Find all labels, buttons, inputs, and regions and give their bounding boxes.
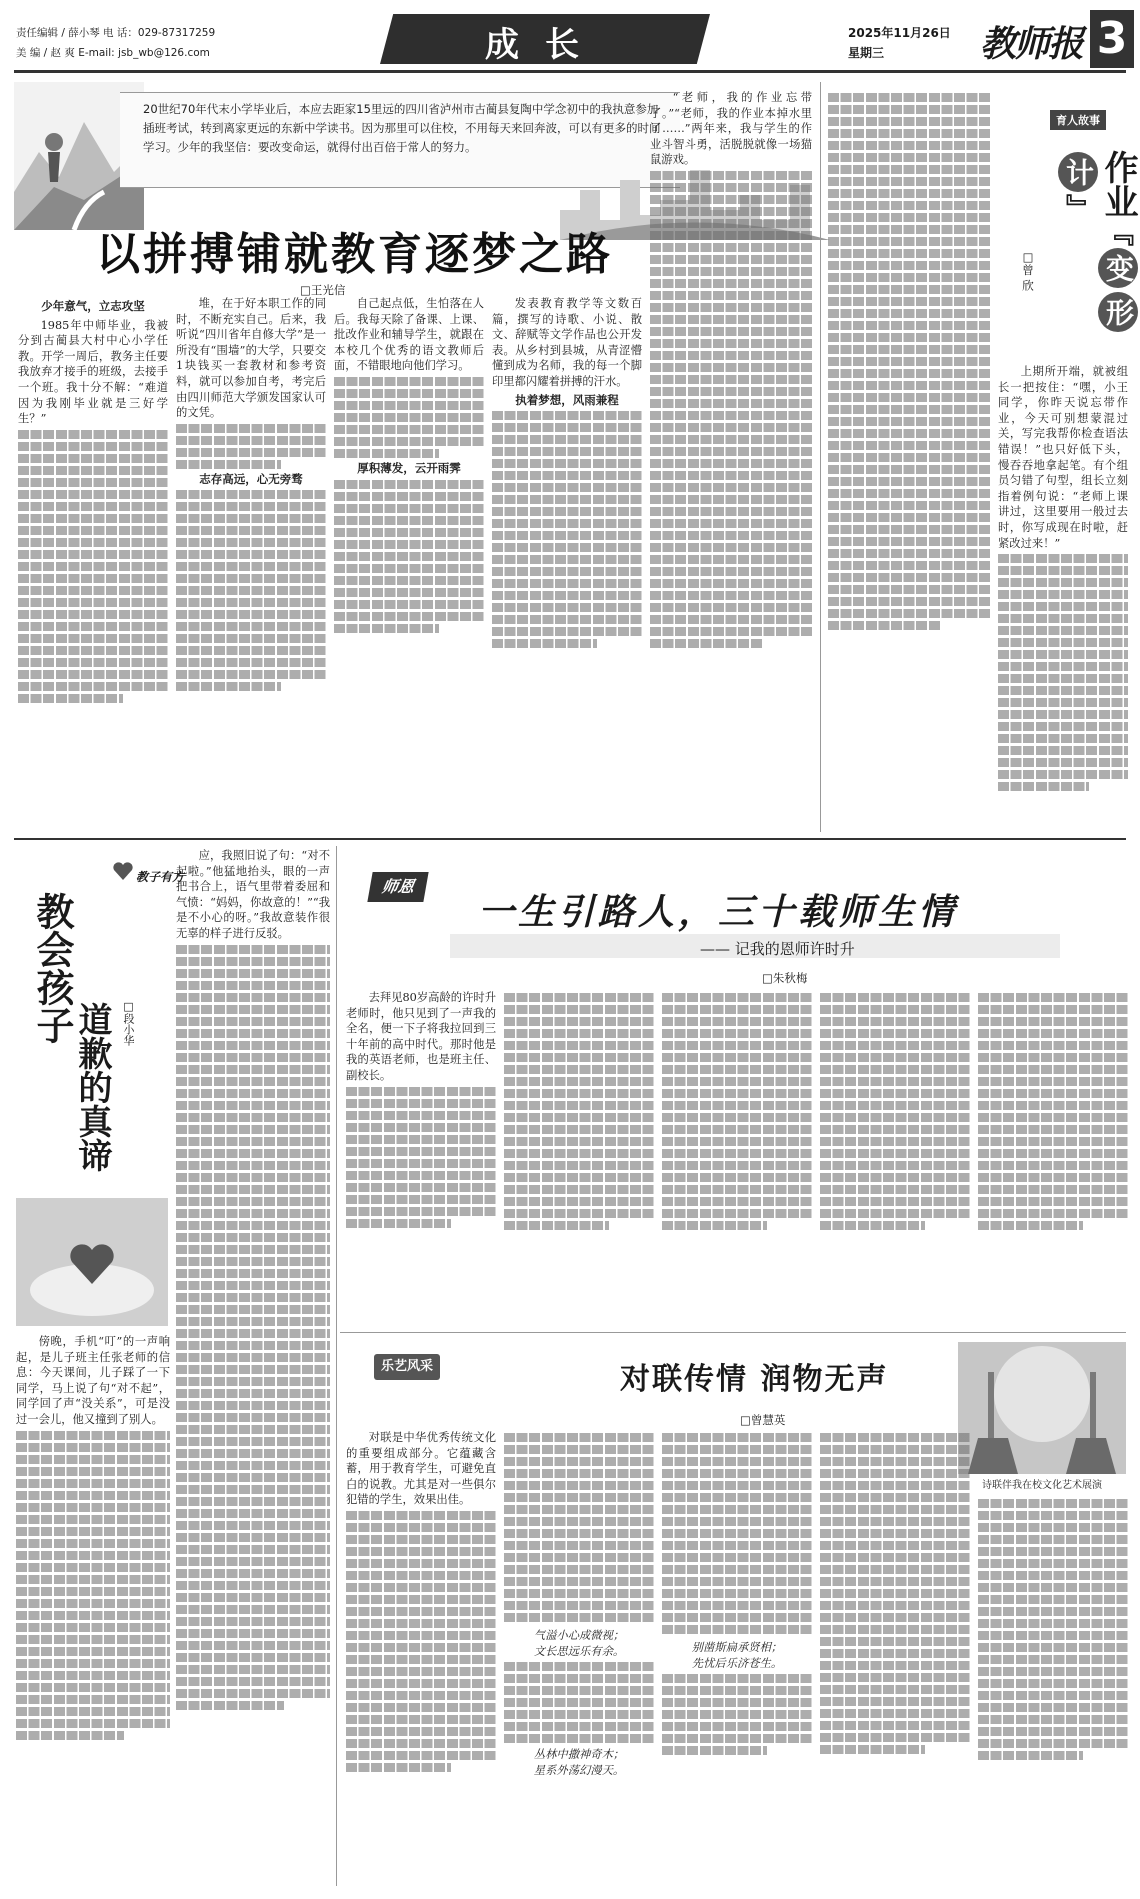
- page-number: 3: [1090, 10, 1134, 68]
- designer-line: 美 编 / 赵 爽 E-mail: jsb_wb@126.com: [16, 47, 210, 59]
- couplet-line-4: 先忧后乐济苍生。: [691, 1656, 783, 1670]
- header-rule: [14, 70, 1126, 73]
- couplet-title: 对联传情 润物无声: [620, 1362, 889, 1397]
- parenting-byline: □段小华: [122, 1000, 135, 1046]
- couplet-photo: [958, 1342, 1126, 1474]
- parenting-title-b: 道歉的真谛: [72, 1002, 112, 1172]
- teacher-byline: □朱秋梅: [762, 971, 808, 985]
- homework-title-b: 变: [1098, 248, 1138, 288]
- couplet-column-4: [820, 1430, 970, 1888]
- lead-subhead-2: 志存高远，心无旁骛: [199, 471, 303, 486]
- homework-title-c: 形: [1098, 292, 1138, 332]
- lead-column-2: [176, 296, 326, 832]
- teacher-title: 一生引路人，三十载师生情: [478, 892, 959, 933]
- lead-column-1: [18, 296, 168, 832]
- issue-weekday: 星期三: [848, 46, 885, 60]
- parenting-text-1: 傍晚，手机“叮”的一声响起，是儿子班主任张老师的信息：今天课间，儿子踩了一下同学，马上说了句“对不起”，同学回了声“没关系”，可是没过一会儿，他又撞到了别人。: [16, 1335, 170, 1426]
- teacher-text: 去拜见80岁高龄的许时升老师时，他只见到了一声我的全名，便一下子将我拉回到三十年前的高中时代。那时他是我的英语老师，也是班主任、副校长。: [346, 991, 496, 1082]
- couplet-column-3: [662, 1430, 812, 1888]
- hands-holding-heart-image: [16, 1198, 168, 1326]
- couplet-line-2: 文长思远乐有余。: [533, 1644, 625, 1658]
- lead-col2-text: 堆，在于好本职工作的同时，不断充实自己。后来，我听说“四川省年自修大学”是一所没有“围墙”的大学，只要交1块钱买一套教材和参考资料，就可以参加自考，考完后由四川师范大学颁发国家认可的文凭。: [176, 297, 326, 420]
- homework-title-d: 计: [1058, 152, 1098, 192]
- lead-subhead-4: 执着梦想，风雨兼程: [515, 392, 619, 407]
- couplet-column-tag: 乐艺风采: [374, 1354, 440, 1380]
- column-divider-vertical-bottom: [336, 846, 337, 1886]
- lead-byline: □王光信: [300, 283, 346, 297]
- homework-column-tag: 育人故事: [1050, 110, 1106, 130]
- parenting-title-a: 教会孩子: [30, 892, 74, 1044]
- teacher-column-4: [820, 990, 970, 1320]
- column-divider-vertical-top: [820, 82, 821, 832]
- lead-subhead-3: 厚积薄发，云开雨霁: [357, 460, 461, 475]
- homework-title-quote-open: 『: [1102, 218, 1135, 246]
- couplet-line-3: 别凿斯扁承贤相；: [691, 1641, 783, 1654]
- teacher-column-2: [504, 990, 654, 1320]
- couplet-column-2: [504, 1430, 654, 1888]
- lead-column-4: [492, 296, 642, 832]
- homework-title: [1058, 150, 1138, 370]
- homework-text: 上期所开端，就被组长一把按住：“嘿，小王同学，你昨天说忘带作业，今天可别想蒙混过关，写完我帮你检查语法错误！”也只好低下头，慢吞吞地拿起笔。有个组员匀错了句型，组长立刻指着例句说：“老师上课讲过，这里要用一般过去时，你写成现在时啦，赶紧改过来！”: [998, 365, 1128, 550]
- couplet-exhibition-image: [958, 1342, 1126, 1474]
- couplet-line-1: 气溢小心成微视；: [533, 1629, 625, 1642]
- section-rule-middle: [14, 838, 1126, 840]
- lead-title: 以拼搏铺就教育逐梦之路: [96, 229, 613, 280]
- parenting-column-1: [16, 1334, 170, 1884]
- homework-column-2: [998, 364, 1128, 832]
- couplet-line-5: 丛林中撒神奇木；: [533, 1748, 625, 1762]
- issue-date: 2025年11月26日: [848, 26, 951, 40]
- couplet-text: 对联是中华优秀传统文化的重要组成部分。它蕴藏含蓄，用于教育学生，可避免直白的说教。尤其是对一些俱尔犯错的学生，效果出佳。: [346, 1431, 496, 1507]
- teacher-column-1: [346, 990, 496, 1320]
- couplet-photo-caption: 诗联伴我在校文化艺术展演: [982, 1480, 1102, 1491]
- lead-col5-text: “老师，我的作业忘带了。”“老师，我的作业本掉水里了……”两年来，我与学生的作业斗智斗勇，活脱脱就像一场猫鼠游戏。: [650, 91, 812, 167]
- parenting-text-2: 应，我照旧说了句：“对不起啦。”他猛地抬头，眼的一声把书合上，语气里带着委屈和气愤：“妈妈，你故意的！”“我是不小心的呀。”我故意装作很无辜的样子进行反驳。: [176, 849, 330, 940]
- couplet-column-1: [346, 1430, 496, 1888]
- lead-col4-text: 发表教育教学等文数百篇，撰写的诗歌、小说、散文、辞赋等文学作品也公开发表。从乡村到县城，从青涩懵懂到成为名师，我的每一个脚印里都闪耀着拼搏的汗水。: [492, 297, 642, 388]
- couplet-byline: □曾慧英: [740, 1413, 786, 1427]
- section-title: 成长: [485, 25, 605, 65]
- hands-heart-photo: [16, 1198, 168, 1326]
- lead-col3-text: 自己起点低，生怕落在人后。我每天除了备课、上课、批改作业和辅导学生，就跟在本校几个优秀的语文教师后面，不错眼地向他们学习。: [334, 297, 484, 373]
- parenting-column-2: [176, 848, 330, 1884]
- couplet-column-5: [978, 1496, 1128, 1888]
- lead-intro: 20世纪70年代末小学毕业后，本应去距家15里远的四川省泸州市古蔺县复陶中学念初中的我执意参加插班考试，转到离家更远的东新中学读书。因为那里可以住校，不用每天来回奔波，可以有更多的时间学习。少年的我坚信：要改变命运，就得付出百倍于常人的努力。: [143, 102, 661, 154]
- teacher-column-tag: 师恩: [367, 872, 428, 902]
- homework-title-a: 作业: [1098, 150, 1138, 218]
- homework-column-1: [828, 90, 990, 832]
- couplet-line-6: 星系外荡幻漫天。: [533, 1763, 625, 1777]
- lead-opening: 1985年中师毕业，我被分到古蔺县大村中心小学任教。开学一周后，教务主任要我放弃才接手的班级，去接手一个班。我十分不解：“难道因为我刚毕业就是三好学生？”: [18, 318, 168, 426]
- lead-column-5: [650, 90, 812, 832]
- section-rule-couplet: [340, 1332, 1126, 1333]
- lead-subhead-1: 少年意气，立志攻坚: [41, 299, 145, 313]
- paper-name-logo: 教师报: [980, 23, 1083, 65]
- editor-line: 责任编辑 / 薛小琴 电 话：029-87317259: [16, 27, 216, 39]
- teacher-column-3: [662, 990, 812, 1320]
- homework-title-quote-close: 』: [1062, 194, 1095, 222]
- teacher-column-5: [978, 990, 1128, 1320]
- parenting-column-tag: 教子有方: [136, 870, 185, 884]
- homework-byline: □曾 欣: [1021, 250, 1035, 291]
- teacher-subtitle: —— 记我的恩师许时升: [700, 940, 855, 958]
- lead-column-3: [334, 296, 484, 832]
- heart-icon: [112, 860, 134, 882]
